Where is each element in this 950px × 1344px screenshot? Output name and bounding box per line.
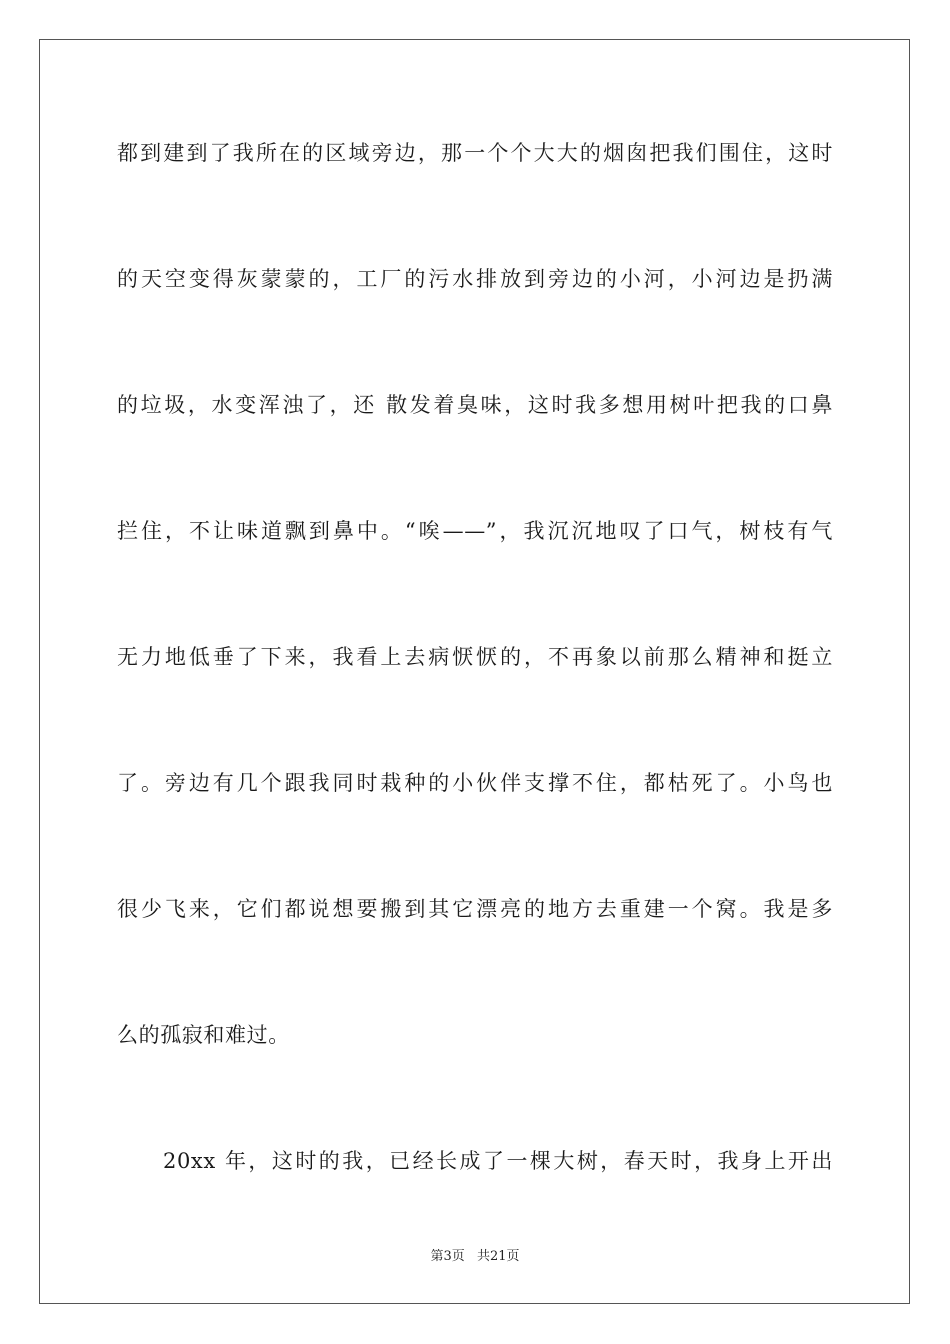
paragraph-start-line: 20xx 年，这时的我，已经长成了一棵大树，春天时，我身上开出 [163, 1149, 833, 1173]
text-line: 的天空变得灰蒙蒙的，工厂的污水排放到旁边的小河，小河边是扔满 [117, 267, 833, 291]
text-line: 拦住，不让味道飘到鼻中。“唉——”，我沉沉地叹了口气，树枝有气 [117, 519, 833, 543]
text-line: 很少飞来，它们都说想要搬到其它漂亮的地方去重建一个窝。我是多 [117, 897, 833, 921]
text-line: 无力地低垂了下来，我看上去病恹恹的，不再象以前那么精神和挺立 [117, 645, 833, 669]
text-line: 的垃圾，水变浑浊了，还 散发着臭味，这时我多想用树叶把我的口鼻 [117, 393, 833, 417]
text-line: 了。旁边有几个跟我同时栽种的小伙伴支撑不住，都枯死了。小鸟也 [117, 771, 833, 795]
page-footer [0, 1245, 950, 1264]
page-total: 共21页 [476, 1249, 520, 1264]
page-number: 第3页 [430, 1249, 465, 1264]
text-line: 都到建到了我所在的区域旁边，那一个个大大的烟囱把我们围住，这时 [117, 141, 833, 165]
text-line: 么的孤寂和难过。 [117, 1023, 290, 1047]
document-body [117, 120, 833, 1254]
